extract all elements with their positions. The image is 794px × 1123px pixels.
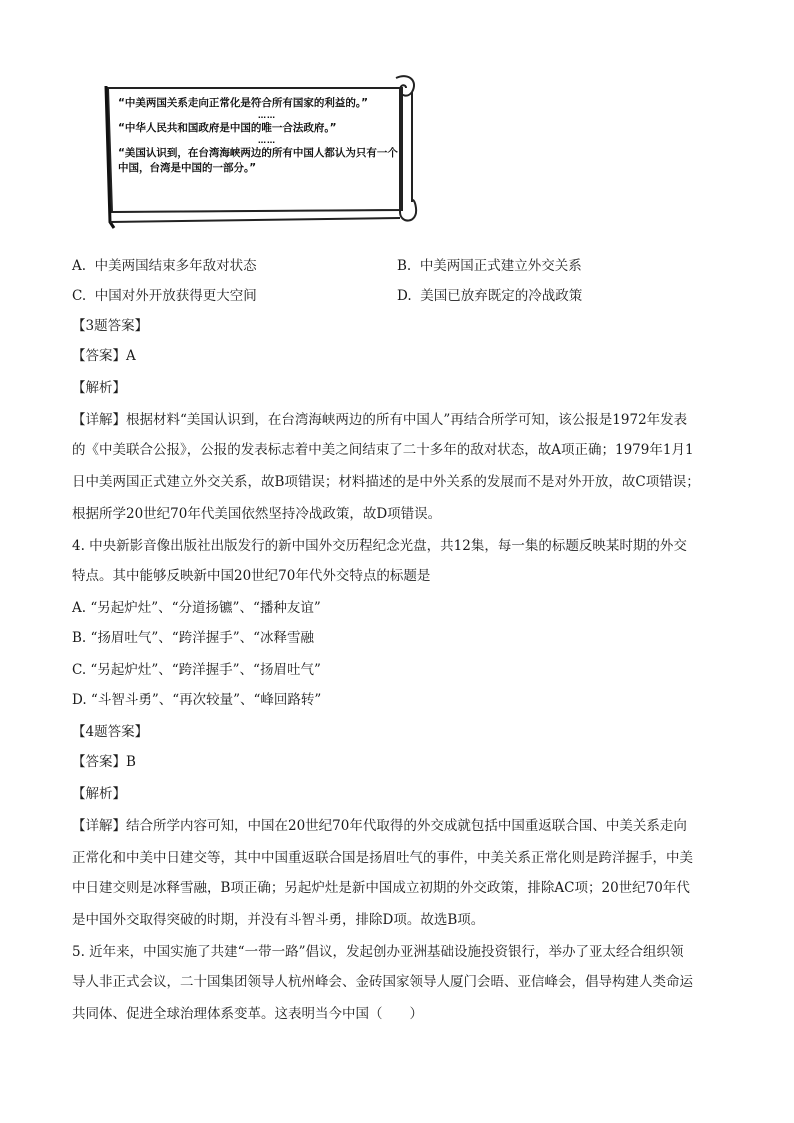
q4-analysis-label: 【解析】	[72, 786, 126, 802]
q4-stem-line: 4. 中央新影音像出版社出版发行的新中国外交历程纪念光盘，共12集，每一集的标题反映某时期的外交	[72, 538, 687, 554]
q3-detail-line: 根据所学20世纪70年代美国依然坚持冷战政策，故D项错误。	[72, 506, 442, 522]
q3-analysis-label: 【解析】	[72, 380, 126, 396]
q4-detail-line: 正常化和中美中日建交等，其中中国重返联合国是扬眉吐气的事件，中美关系正常化则是跨洋握手，中美	[72, 850, 693, 866]
q3-detail-line: 日中美两国正式建立外交关系，故B项错误；材料描述的是中外关系的发展而不是对外开放，故C项错误；	[72, 474, 700, 490]
scroll-quote-1: “中美两国关系走向正常化是符合所有国家的利益的。”	[118, 97, 369, 109]
q3-answer-header: 【3题答案】	[72, 318, 149, 334]
q5-stem-line: 导人非正式会议，二十国集团领导人杭州峰会、金砖国家领导人厦门会晤、亚信峰会，倡导构建人类命运	[72, 974, 693, 990]
q3-answer: 【答案】A	[72, 348, 136, 364]
q4-option-d: D. “斗智斗勇”、“再次较量”、“峰回路转”	[72, 692, 322, 708]
q3-option-b: B. 中美两国正式建立外交关系	[397, 258, 582, 274]
q3-detail-line: 的《中美联合公报》，公报的发表标志着中美之间结束了二十多年的敌对状态，故A项正确；1979年1月1	[72, 442, 694, 458]
scroll-quotes	[118, 96, 408, 176]
q4-option-a: A. “另起炉灶”、“分道扬镳”、“播种友谊”	[72, 600, 321, 616]
q4-option-c: C. “另起炉灶”、“跨洋握手”、“扬眉吐气”	[72, 662, 321, 678]
q4-detail-line: 是中国外交取得突破的时期，并没有斗智斗勇，排除D项。故选B项。	[72, 912, 485, 928]
scroll-quote-3: “美国认识到，在台湾海峡两边的所有中国人都认为只有一个中国，台湾是中国的一部分。”	[118, 147, 398, 174]
q3-option-c: C. 中国对外开放获得更大空间	[72, 288, 257, 304]
scroll-quote-2: “中华人民共和国政府是中国的唯一合法政府。”	[118, 122, 337, 134]
scroll-ellipsis-2: ……	[258, 136, 276, 145]
q5-stem-line: 共同体、促进全球治理体系变革。这表明当今中国（ ）	[72, 1006, 423, 1022]
q5-stem-line: 5. 近年来，中国实施了共建“一带一路”倡议，发起创办亚洲基础设施投资银行，举办了亚太经合组织领	[72, 944, 684, 960]
q4-answer: 【答案】B	[72, 754, 136, 770]
q3-option-a: A. 中美两国结束多年敌对状态	[72, 258, 257, 274]
q3-option-d: D. 美国已放弃既定的冷战政策	[397, 288, 583, 304]
q4-stem-line: 特点。其中能够反映新中国20世纪70年代外交特点的标题是	[72, 568, 431, 584]
q4-detail-line: 【详解】结合所学内容可知，中国在20世纪70年代取得的外交成就包括中国重返联合国、中美关系走向	[72, 818, 687, 834]
q4-answer-header: 【4题答案】	[72, 724, 149, 740]
q3-detail-line: 【详解】根据材料“美国认识到，在台湾海峡两边的所有中国人”再结合所学可知，该公报是1972年发表	[72, 412, 688, 428]
q4-detail-line: 中日建交则是冰释雪融，B项正确；另起炉灶是新中国成立初期的外交政策，排除AC项；20世纪70年代	[72, 880, 690, 896]
scroll-ellipsis-1: ……	[258, 111, 276, 120]
q4-option-b: B. “扬眉吐气”、“跨洋握手”、“冰释雪融	[72, 630, 315, 646]
